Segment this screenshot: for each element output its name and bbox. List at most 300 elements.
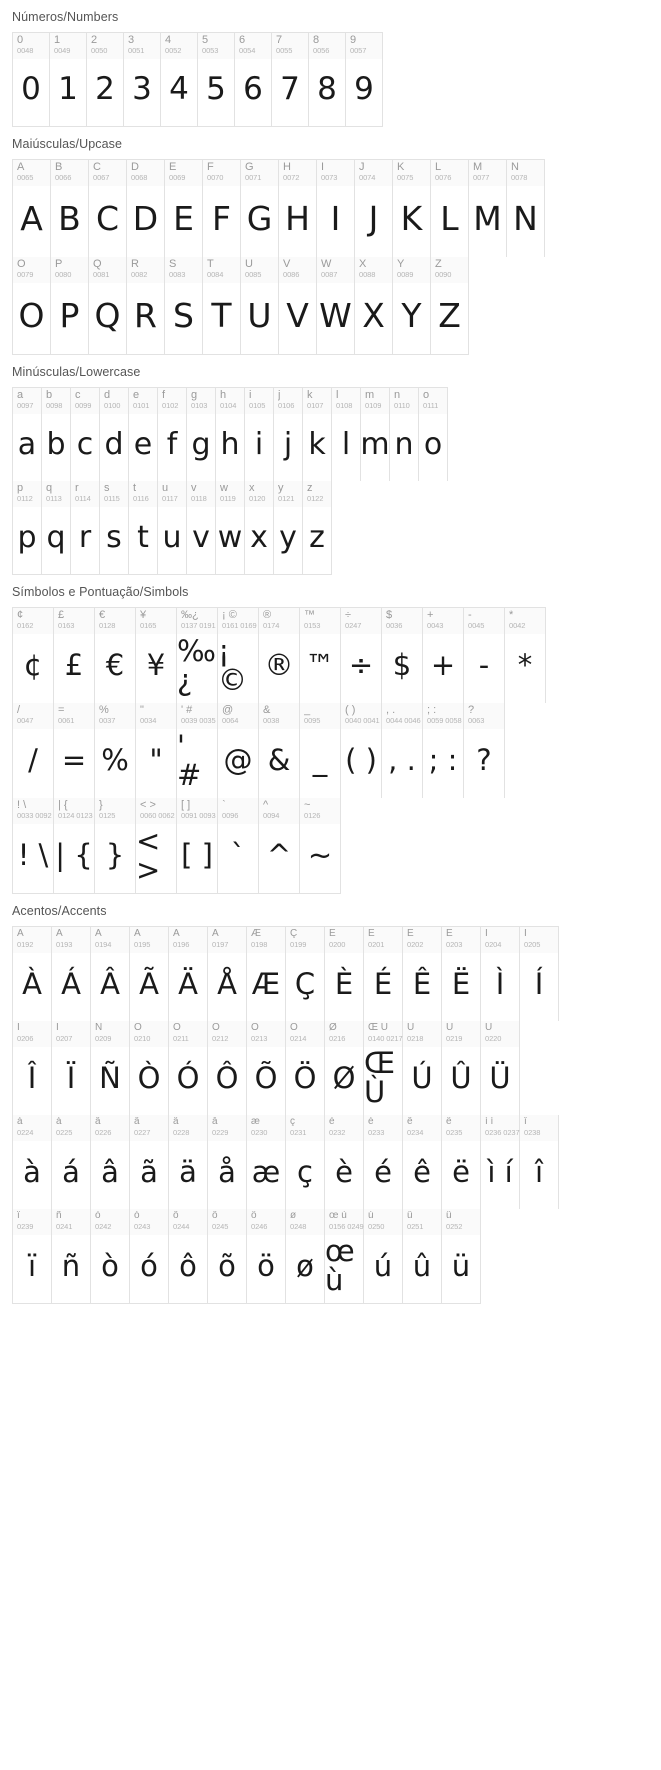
glyph-cell[interactable]: [169, 1021, 208, 1115]
glyph-cell[interactable]: [13, 388, 42, 481]
glyph-preview: Ï: [66, 1060, 76, 1095]
glyph-cell-header: [130, 1209, 168, 1235]
glyph-char-label: T: [207, 259, 214, 270]
glyph-cell-header: [309, 33, 345, 59]
glyph-char-label: W: [321, 259, 332, 270]
glyph-char-label: [ ]: [181, 800, 191, 811]
glyph-cell[interactable]: [520, 1115, 559, 1209]
glyph-cell[interactable]: [54, 703, 95, 798]
glyph-cell[interactable]: [382, 608, 423, 703]
glyph-cell[interactable]: [403, 1021, 442, 1115]
glyph-code-label: 0207: [56, 1034, 73, 1043]
glyph-cell[interactable]: [403, 1209, 442, 1303]
glyph-cell-header: [216, 388, 244, 414]
glyph-preview: P: [59, 296, 80, 335]
glyph-cell-header: [403, 1115, 441, 1141]
glyph-cell[interactable]: [259, 608, 300, 703]
glyph-preview: +: [430, 648, 456, 682]
glyph-cell[interactable]: [89, 160, 127, 257]
glyph-cell[interactable]: [13, 257, 51, 354]
glyph-code-label: 0102: [162, 401, 179, 410]
glyph-cell[interactable]: [364, 1209, 403, 1303]
glyph-cell[interactable]: [13, 1021, 52, 1115]
glyph-cell[interactable]: [130, 1115, 169, 1209]
glyph-cell[interactable]: [279, 257, 317, 354]
glyph-preview: I: [330, 199, 341, 238]
glyph-cell[interactable]: [364, 1021, 403, 1115]
glyph-code-label: 0113: [46, 494, 62, 503]
glyph-cell[interactable]: [177, 703, 218, 798]
glyph-cell[interactable]: [259, 798, 300, 893]
glyph-cell-header: [54, 703, 94, 729]
glyph-preview: ' #: [177, 728, 202, 792]
glyph-cell[interactable]: [469, 160, 507, 257]
glyph-cell[interactable]: [165, 160, 203, 257]
glyph-code-label: 0077: [473, 173, 490, 182]
glyph-cell[interactable]: [13, 608, 54, 703]
glyph-cell[interactable]: [247, 927, 286, 1021]
glyph-preview: C: [95, 199, 120, 238]
glyph-cell[interactable]: [507, 160, 545, 257]
glyph-cell[interactable]: [169, 927, 208, 1021]
glyph-code-label: 0069: [169, 173, 186, 182]
glyph-preview: B: [58, 199, 81, 238]
glyph-char-label: r: [75, 483, 79, 494]
glyph-preview: Å: [217, 966, 237, 1001]
glyph-code-label: 0163: [58, 621, 75, 630]
glyph-cell[interactable]: [91, 1115, 130, 1209]
glyph-code-label: 0082: [131, 270, 148, 279]
glyph-cell[interactable]: [13, 33, 50, 126]
glyph-preview: r: [78, 519, 92, 555]
glyph-cell-header: [52, 1209, 90, 1235]
glyph-cell[interactable]: [442, 1021, 481, 1115]
glyph-preview: ò: [101, 1248, 119, 1283]
glyph-cell[interactable]: [419, 388, 448, 481]
glyph-cell[interactable]: [431, 257, 469, 354]
glyph-cell[interactable]: [13, 927, 52, 1021]
glyph-char-label: x: [249, 483, 255, 494]
glyph-cell[interactable]: [42, 388, 71, 481]
glyph-row: [12, 159, 545, 257]
glyph-cell-header: [13, 160, 50, 186]
glyph-code-label: 0137 0191: [181, 621, 216, 630]
glyph-cell[interactable]: [177, 608, 218, 703]
glyph-cell[interactable]: [177, 798, 218, 893]
glyph-cell[interactable]: [309, 33, 346, 126]
glyph-cell[interactable]: [203, 160, 241, 257]
glyph-cell[interactable]: [364, 927, 403, 1021]
glyph-code-label: 0055: [276, 46, 293, 55]
glyph-row: [12, 703, 505, 798]
glyph-cell[interactable]: [218, 608, 259, 703]
glyph-cell[interactable]: [203, 257, 241, 354]
glyph-char-label: æ: [251, 1117, 260, 1127]
glyph-cell[interactable]: [332, 388, 361, 481]
glyph-preview: 6: [243, 71, 263, 107]
glyph-cell[interactable]: [52, 1115, 91, 1209]
glyph-cell[interactable]: [54, 608, 95, 703]
glyph-code-label: 0079: [17, 270, 34, 279]
glyph-code-label: 0078: [511, 173, 528, 182]
glyph-cell-header: [247, 927, 285, 953]
glyph-char-label: R: [131, 259, 139, 270]
glyph-cell-header: [325, 1209, 363, 1235]
glyph-cell[interactable]: [129, 388, 158, 481]
glyph-cell[interactable]: [382, 703, 423, 798]
glyph-code-label: 0074: [359, 173, 376, 182]
glyph-code-label: 0140 0217: [368, 1034, 403, 1043]
glyph-cell[interactable]: [42, 481, 71, 574]
glyph-char-label: Y: [397, 259, 405, 270]
glyph-code-label: 0066: [55, 173, 72, 182]
glyph-preview: d: [104, 426, 124, 462]
glyph-char-label: ø: [290, 1211, 297, 1221]
glyph-cell[interactable]: [91, 1021, 130, 1115]
glyph-cell-header: [129, 388, 157, 414]
glyph-cell-header: [51, 257, 88, 283]
glyph-cell-header: [341, 608, 381, 634]
glyph-code-label: 0250: [368, 1222, 385, 1231]
glyph-code-label: 0061: [58, 716, 75, 725]
glyph-cell-header: [403, 927, 441, 953]
glyph-cell[interactable]: [464, 608, 505, 703]
glyph-cell-header: [165, 257, 202, 283]
glyph-char-label: Ñ: [95, 1023, 103, 1033]
glyph-cell[interactable]: [100, 481, 129, 574]
glyph-char-label: l: [336, 390, 339, 401]
glyph-cell[interactable]: [218, 703, 259, 798]
glyph-preview: V: [286, 296, 309, 335]
glyph-char-label: D: [131, 162, 139, 173]
glyph-row: [12, 1021, 520, 1115]
glyph-cell[interactable]: [286, 1021, 325, 1115]
glyph-preview: Í: [534, 966, 544, 1001]
glyph-cell[interactable]: [303, 388, 332, 481]
glyph-cell-header: [203, 160, 240, 186]
glyph-cell[interactable]: [127, 257, 165, 354]
glyph-code-label: 0034: [140, 716, 157, 725]
glyph-code-label: 0244: [173, 1222, 190, 1231]
glyph-char-label: œ ù: [329, 1211, 347, 1221]
glyph-cell[interactable]: [198, 33, 235, 126]
glyph-cell[interactable]: [423, 703, 464, 798]
glyph-cell[interactable]: [300, 798, 341, 893]
glyph-cell[interactable]: [274, 388, 303, 481]
glyph-cell[interactable]: [505, 608, 546, 703]
glyph-char-label: w: [220, 483, 228, 494]
glyph-cell[interactable]: [169, 1209, 208, 1303]
glyph-code-label: 0124 0123: [58, 811, 93, 820]
glyph-cell[interactable]: [393, 257, 431, 354]
glyph-preview: v: [192, 519, 210, 555]
glyph-section: [0, 894, 661, 1304]
glyph-cell[interactable]: [158, 388, 187, 481]
glyph-cell[interactable]: [423, 608, 464, 703]
glyph-char-label: k: [307, 390, 313, 401]
glyph-cell[interactable]: [346, 33, 383, 126]
glyph-code-label: 0063: [468, 716, 485, 725]
glyph-cell[interactable]: [259, 703, 300, 798]
glyph-char-label: j: [278, 390, 281, 401]
glyph-cell[interactable]: [95, 703, 136, 798]
glyph-code-label: 0198: [251, 940, 268, 949]
glyph-cell[interactable]: [390, 388, 419, 481]
glyph-code-label: 0089: [397, 270, 414, 279]
glyph-section: [0, 575, 661, 894]
glyph-preview: ÷: [348, 648, 374, 682]
glyph-cell[interactable]: [187, 481, 216, 574]
glyph-cell[interactable]: [274, 481, 303, 574]
glyph-cell[interactable]: [481, 927, 520, 1021]
glyph-cell[interactable]: [300, 703, 341, 798]
glyph-cell[interactable]: [130, 1209, 169, 1303]
glyph-preview: b: [46, 426, 66, 462]
glyph-cell[interactable]: [481, 1021, 520, 1115]
glyph-cell[interactable]: [136, 798, 177, 893]
glyph-cell[interactable]: [13, 1115, 52, 1209]
glyph-code-label: 0108: [336, 401, 353, 410]
glyph-cell[interactable]: [161, 33, 198, 126]
glyph-cell[interactable]: [286, 1209, 325, 1303]
glyph-preview: £: [64, 648, 84, 682]
glyph-preview: æ: [251, 1154, 281, 1189]
glyph-cell-header: [13, 608, 53, 634]
glyph-preview: Ë: [451, 966, 471, 1001]
glyph-cell[interactable]: [300, 608, 341, 703]
glyph-char-label: î: [524, 1117, 527, 1127]
glyph-code-label: 0038: [263, 716, 280, 725]
glyph-cell[interactable]: [317, 160, 355, 257]
glyph-cell[interactable]: [481, 1115, 520, 1209]
glyph-cell-header: [218, 798, 258, 824]
glyph-char-label: ": [140, 705, 144, 716]
glyph-cell[interactable]: [247, 1115, 286, 1209]
glyph-cell[interactable]: [54, 798, 95, 893]
glyph-char-label: E: [169, 162, 177, 173]
glyph-cell[interactable]: [442, 927, 481, 1021]
glyph-code-label: 0088: [359, 270, 376, 279]
glyph-cell[interactable]: [71, 388, 100, 481]
glyph-cell[interactable]: [393, 160, 431, 257]
glyph-cell[interactable]: [325, 1021, 364, 1115]
glyph-cell[interactable]: [136, 703, 177, 798]
glyph-char-label: Ç: [290, 929, 298, 939]
glyph-cell[interactable]: [286, 1115, 325, 1209]
glyph-cell[interactable]: [241, 257, 279, 354]
glyph-char-label: &: [263, 705, 271, 716]
glyph-char-label: ö: [251, 1211, 257, 1221]
glyph-cell[interactable]: [71, 481, 100, 574]
glyph-char-label: Å: [212, 929, 219, 939]
glyph-code-label: 0109: [365, 401, 382, 410]
glyph-cell[interactable]: [520, 927, 559, 1021]
glyph-code-label: 0103: [191, 401, 208, 410]
glyph-cell[interactable]: [52, 927, 91, 1021]
glyph-cell[interactable]: [127, 160, 165, 257]
glyph-char-label: C: [93, 162, 101, 173]
glyph-cell-header: [300, 703, 340, 729]
glyph-char-label: 6: [239, 35, 246, 46]
glyph-preview: o: [423, 426, 443, 462]
glyph-cell[interactable]: [91, 927, 130, 1021]
glyph-code-label: 0096: [222, 811, 239, 820]
glyph-cell[interactable]: [403, 1115, 442, 1209]
glyph-row: [12, 607, 546, 703]
glyph-cell[interactable]: [51, 257, 89, 354]
glyph-cell[interactable]: [303, 481, 332, 574]
glyph-cell[interactable]: [100, 388, 129, 481]
glyph-cell[interactable]: [341, 608, 382, 703]
glyph-preview: 8: [317, 71, 337, 107]
glyph-cell[interactable]: [52, 1209, 91, 1303]
glyph-preview: `: [230, 838, 246, 872]
glyph-cell[interactable]: [245, 388, 274, 481]
glyph-cell[interactable]: [187, 388, 216, 481]
glyph-cell-header: [355, 160, 392, 186]
glyph-cell-header: [274, 388, 302, 414]
glyph-cell[interactable]: [218, 798, 259, 893]
glyph-cell[interactable]: [341, 703, 382, 798]
glyph-cell[interactable]: [89, 257, 127, 354]
glyph-code-label: 0073: [321, 173, 338, 182]
glyph-cell[interactable]: [13, 481, 42, 574]
glyph-char-label: ¡ ©: [222, 610, 237, 621]
glyph-preview: õ: [218, 1248, 236, 1283]
glyph-char-label: £: [58, 610, 65, 621]
glyph-cell[interactable]: [208, 1115, 247, 1209]
glyph-cell[interactable]: [13, 160, 51, 257]
glyph-char-label: ™: [304, 610, 315, 621]
glyph-cell-header: [177, 798, 217, 824]
glyph-char-label: _: [304, 705, 311, 716]
glyph-cell[interactable]: [124, 33, 161, 126]
glyph-char-label: A: [17, 162, 25, 173]
glyph-cell-header: [286, 1209, 324, 1235]
glyph-char-label: ' #: [181, 705, 193, 716]
glyph-cell[interactable]: [95, 608, 136, 703]
glyph-cell[interactable]: [208, 1021, 247, 1115]
glyph-cell-header: [481, 927, 519, 953]
glyph-cell[interactable]: [247, 1021, 286, 1115]
glyph-cell[interactable]: [317, 257, 355, 354]
glyph-cell[interactable]: [361, 388, 390, 481]
glyph-cell[interactable]: [325, 1209, 364, 1303]
glyph-char-label: å: [212, 1117, 218, 1127]
glyph-cell[interactable]: [130, 927, 169, 1021]
glyph-cell[interactable]: [208, 927, 247, 1021]
glyph-cell[interactable]: [235, 33, 272, 126]
glyph-preview: Ø: [332, 1060, 356, 1095]
glyph-cell-header: [95, 608, 135, 634]
glyph-cell-header: [325, 1115, 363, 1141]
glyph-cell[interactable]: [130, 1021, 169, 1115]
glyph-cell[interactable]: [129, 481, 158, 574]
glyph-code-label: 0051: [128, 46, 145, 55]
glyph-cell-header: [364, 1115, 402, 1141]
glyph-cell-header: [127, 160, 164, 186]
glyph-char-label: p: [17, 483, 24, 494]
glyph-cell[interactable]: [442, 1209, 481, 1303]
glyph-cell[interactable]: [355, 257, 393, 354]
glyph-cell[interactable]: [272, 33, 309, 126]
glyph-cell[interactable]: [216, 481, 245, 574]
glyph-preview: Æ: [251, 966, 281, 1001]
glyph-cell[interactable]: [325, 927, 364, 1021]
glyph-cell[interactable]: [51, 160, 89, 257]
glyph-code-label: 0243: [134, 1222, 151, 1231]
glyph-preview: ¢: [23, 648, 43, 682]
glyph-cell-header: [13, 33, 49, 59]
glyph-cell[interactable]: [403, 927, 442, 1021]
glyph-cell[interactable]: [241, 160, 279, 257]
glyph-cell[interactable]: [91, 1209, 130, 1303]
glyph-cell[interactable]: [169, 1115, 208, 1209]
glyph-cell-header: [481, 1021, 519, 1047]
glyph-char-label: É: [368, 929, 375, 939]
glyph-preview: ñ: [61, 1248, 81, 1283]
glyph-cell[interactable]: [279, 160, 317, 257]
glyph-cell[interactable]: [95, 798, 136, 893]
glyph-cell[interactable]: [355, 160, 393, 257]
glyph-char-label: Û: [446, 1023, 454, 1033]
glyph-cell[interactable]: [208, 1209, 247, 1303]
glyph-cell[interactable]: [364, 1115, 403, 1209]
glyph-cell[interactable]: [158, 481, 187, 574]
glyph-cell[interactable]: [13, 1209, 52, 1303]
glyph-char-label: 1: [54, 35, 61, 46]
glyph-preview: 2: [95, 71, 115, 107]
glyph-char-label: ‰¿: [181, 610, 199, 621]
glyph-cell[interactable]: [325, 1115, 364, 1209]
glyph-cell[interactable]: [50, 33, 87, 126]
glyph-cell[interactable]: [245, 481, 274, 574]
glyph-preview: ( ): [345, 743, 377, 777]
glyph-cell[interactable]: [165, 257, 203, 354]
glyph-cell-header: [91, 1021, 129, 1047]
glyph-cell[interactable]: [52, 1021, 91, 1115]
glyph-cell[interactable]: [13, 703, 54, 798]
glyph-cell[interactable]: [431, 160, 469, 257]
glyph-cell[interactable]: [136, 608, 177, 703]
glyph-cell-header: [423, 703, 463, 729]
glyph-code-label: 0095: [304, 716, 321, 725]
glyph-code-label: 0241: [56, 1222, 73, 1231]
glyph-char-label: ¢: [17, 610, 24, 621]
glyph-cell-header: [136, 798, 176, 824]
glyph-char-label: o: [423, 390, 430, 401]
glyph-char-label: y: [278, 483, 284, 494]
glyph-preview: a: [17, 426, 37, 462]
glyph-cell[interactable]: [442, 1115, 481, 1209]
glyph-preview: N: [513, 199, 538, 238]
glyph-char-label: ; :: [427, 705, 437, 716]
glyph-cell[interactable]: [464, 703, 505, 798]
glyph-cell-header: [317, 257, 354, 283]
glyph-preview: | {: [55, 838, 93, 872]
glyph-code-label: 0049: [54, 46, 71, 55]
glyph-code-label: 0239: [17, 1222, 34, 1231]
glyph-cell[interactable]: [13, 798, 54, 893]
glyph-preview: g: [191, 426, 211, 462]
glyph-cell[interactable]: [286, 927, 325, 1021]
glyph-cell-header: [169, 1115, 207, 1141]
glyph-section: [0, 355, 661, 575]
glyph-cell[interactable]: [216, 388, 245, 481]
glyph-cell[interactable]: [247, 1209, 286, 1303]
glyph-cell[interactable]: [87, 33, 124, 126]
glyph-cell-header: [325, 927, 363, 953]
